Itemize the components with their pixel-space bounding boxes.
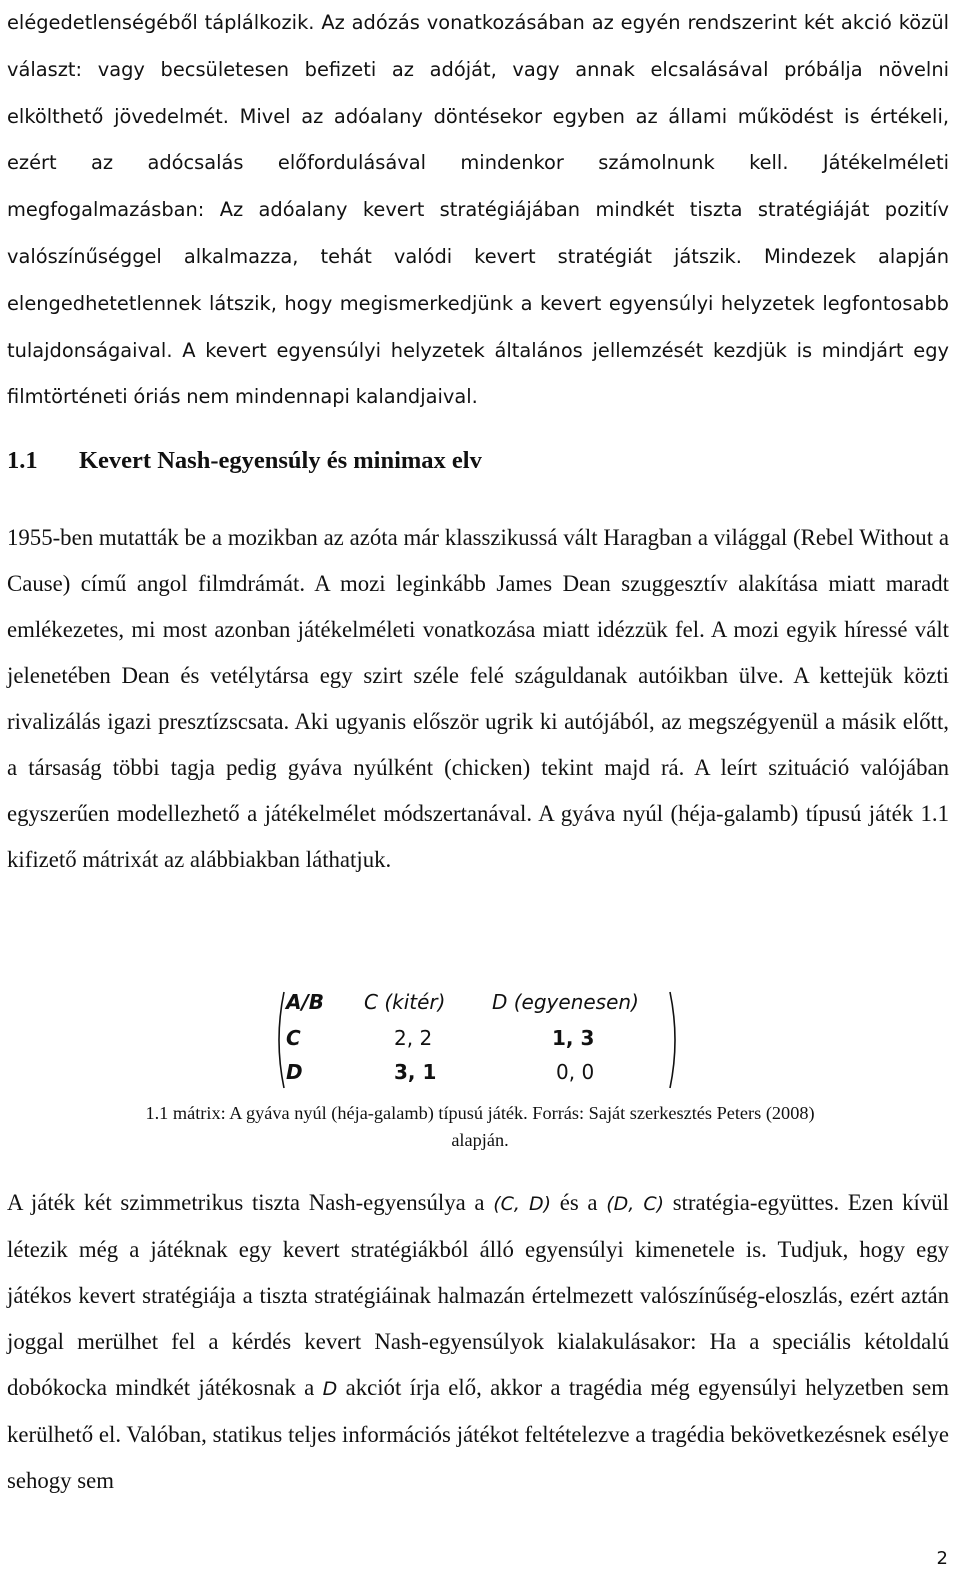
section-heading [7,447,482,475]
matrix-header-players: A/B [286,990,325,1014]
paragraph-3-text-c: stratégia-együttes. Ezen kívül létezik még a játéknak egy kevert stratégiákból álló egyensúlyi kimenetele is. Tudjuk, hogy egy játékos kevert stratégiája a tiszta stratégiáinak halmazán értelmezett valószínűség-eloszlás, ezért aztán joggal merülhet fel a kérdés kevert Nash-egyensúlyok kialakulásakor: Ha a speciális kétoldalú dobókocka mindkét játékosnak a [7,1190,949,1400]
strategy-profile-dc: (D, C) [606,1193,664,1215]
matrix-cell-dc: 3, 1 [394,1060,437,1084]
page-number: 2 [936,1548,948,1569]
paragraph-3-text-b: és a [551,1190,607,1215]
payoff-matrix [272,988,682,1092]
section-title: Kevert Nash-egyensúly és minimax elv [79,447,482,474]
matrix-header-col-d: D (egyenesen) [492,990,639,1014]
section-number: 1.1 [7,447,38,474]
paragraph-2: 1955-ben mutatták be a mozikban az azóta már klasszikussá vált Haragban a világgal (Rebel Without a Cause) című angol filmdrámát. A mozi leginkább James Dean szuggesztív alakítása miatt maradt emlékezetes, mi most azonban játékelméleti vonatkozása miatt idézzük fel. A mozi egyik híressé vált jelenetében Dean és vetélytársa egy szirt széle felé száguldanak autóikban ülve. A kettejük közti rivalizálás igazi presztízscsata. Aki ugyanis először ugrik ki autójából, az megszégyenül a másik előtt, a társaság többi tagja pedig gyáva nyúlként (chicken) tekint majd rá. A leírt szituáció valójában egyszerűen modellezhető a játékelmélet módszertanával. A gyáva nyúl (héja-galamb) típusú játék 1.1 kifizető mátrixát az alábbiakban láthatjuk. [7,525,949,872]
paragraph-3-text-d: akciót írja elő, akkor a tragédia még egyensúlyi helyzetben sem kerülhető el. Valóban, statikus teljes információs játékot feltételezve a tragédia bekövetkezésnek esélye sehogy sem [7,1375,949,1493]
matrix-cell-dd: 0, 0 [556,1060,595,1084]
paragraph-3-text-a: A játék két szimmetrikus tiszta Nash-egyensúlya a [7,1190,494,1215]
paragraph-1: elégedetlenségéből táplálkozik. Az adózás vonatkozásában az egyén rendszerint két akció közül választ: vagy becsületesen befizeti az adóját, vagy annak elcsalásával próbálja növelni elkölthető jövedelmét. Mivel az adóalany döntésekor egyben az állami működést is értékeli, ezért az adócsalás előfordulásával mindenkor számolnunk kell. Játékelméleti megfogalmazásban: Az adóalany kevert stratégiájában mindkét tiszta stratégiáját pozitív valószínűséggel alkalmazza, tehát valódi kevert stratégiát játszik. Mindezek alapján elengedhetetlennek látszik, hogy megismerkedjünk a kevert egyensúlyi helyzetek legfontosabb tulajdonságaival. A kevert egyensúlyi helyzetek általános jellemzését kezdjük is mindjárt egy filmtörténeti óriás nem mindennapi kalandjaival. [7,11,949,409]
strategy-profile-cd: (C, D) [493,1193,552,1215]
matrix-cell-cd: 1, 3 [552,1026,595,1050]
matrix-caption [0,1100,960,1154]
matrix-caption-line-1: 1.1 mátrix: A gyáva nyúl (héja-galamb) típusú játék. Forrás: Saját szerkesztés Peters (2008) [145,1103,815,1123]
matrix-row-label-c: C [286,1026,301,1050]
matrix-header-col-c: C (kitér) [364,990,446,1014]
matrix-caption-line-2: alapján. [451,1130,509,1150]
matrix-cell-cc: 2, 2 [394,1026,433,1050]
paragraph-3 [7,1180,949,1504]
matrix-row-label-d: D [286,1060,303,1084]
action-d: D [322,1378,338,1400]
